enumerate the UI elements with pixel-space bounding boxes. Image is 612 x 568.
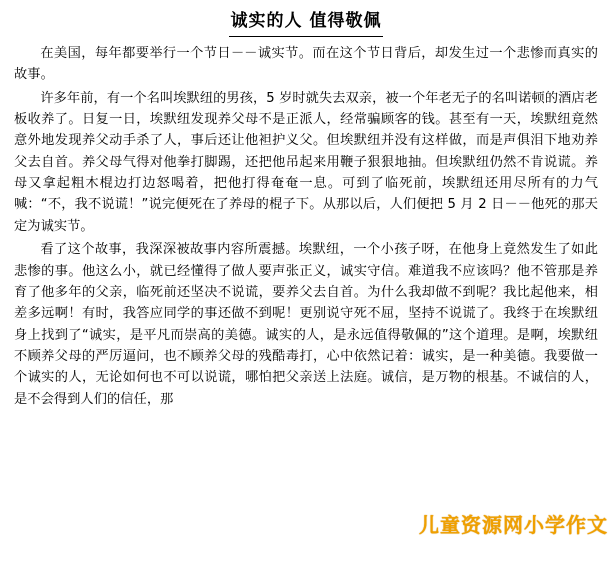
watermark-text: 儿童资源网小学作文 [419,513,608,537]
paragraph-2: 许多年前，有一个名叫埃默纽的男孩，5 岁时就失去双亲，被一个年老无子的名叫诺顿的酒店老板收养了。日复一日，埃默纽发现养父母不是正派人，经常骗顾客的钱。甚至有一天，埃默纽竟然意外地发现养父动手杀了人，事后还让他袒护义父。但埃默纽并没有这样做，而是声俱泪下地劝养父去自首。养父母气得对他拳打脚踢，还把他吊起来用鞭子狠狠地抽。但埃默纽仍然不肯说谎。养母又拿起粗木棍边打边怒喝着，把他打得奄奄一息。可到了临死前，埃默纽还用尽所有的力气喊：“不，我不说谎！”说完便死在了养母的棍子下。从那以后，人们便把 5 月 2 日－－他死的那天定为诚实节。 [14,90,598,234]
paragraph-1: 在美国，每年都要举行一个节日－－诚实节。而在这个节日背后，却发生过一个悲惨而真实的故事。 [14,45,598,83]
paragraph-3: 看了这个故事，我深深被故事内容所震撼。埃默纽，一个小孩子呀，在他身上竟然发生了如此悲惨的事。他这么小，就已经懂得了做人要声张正义，诚实守信。难道我不应该吗？他不管那是养育了他多年的父亲，临死前还坚决不说谎，要养父去自首。为什么我却做不到呢？我比起他来，相差多远啊！有时，我答应同学的事还做不到呢！更别说守死不屈，坚持不说谎了。我终于在埃默纽身上找到了“诚实，是平凡而崇高的美德。诚实的人，是永远值得敬佩的”这个道理。是啊，埃默纽不顾养父母的严厉逼问，也不顾养父母的残酷毒打，心中依然记着：诚实，是一种美德。我要做一个诚实的人，无论如何也不可以说谎，哪怕把父亲送上法庭。诚信，是万物的根基。不诚信的人，是不会得到人们的信任，那 [14,242,598,407]
page-title: 诚实的人 值得敬佩 [229,10,384,37]
title-row [14,10,598,37]
